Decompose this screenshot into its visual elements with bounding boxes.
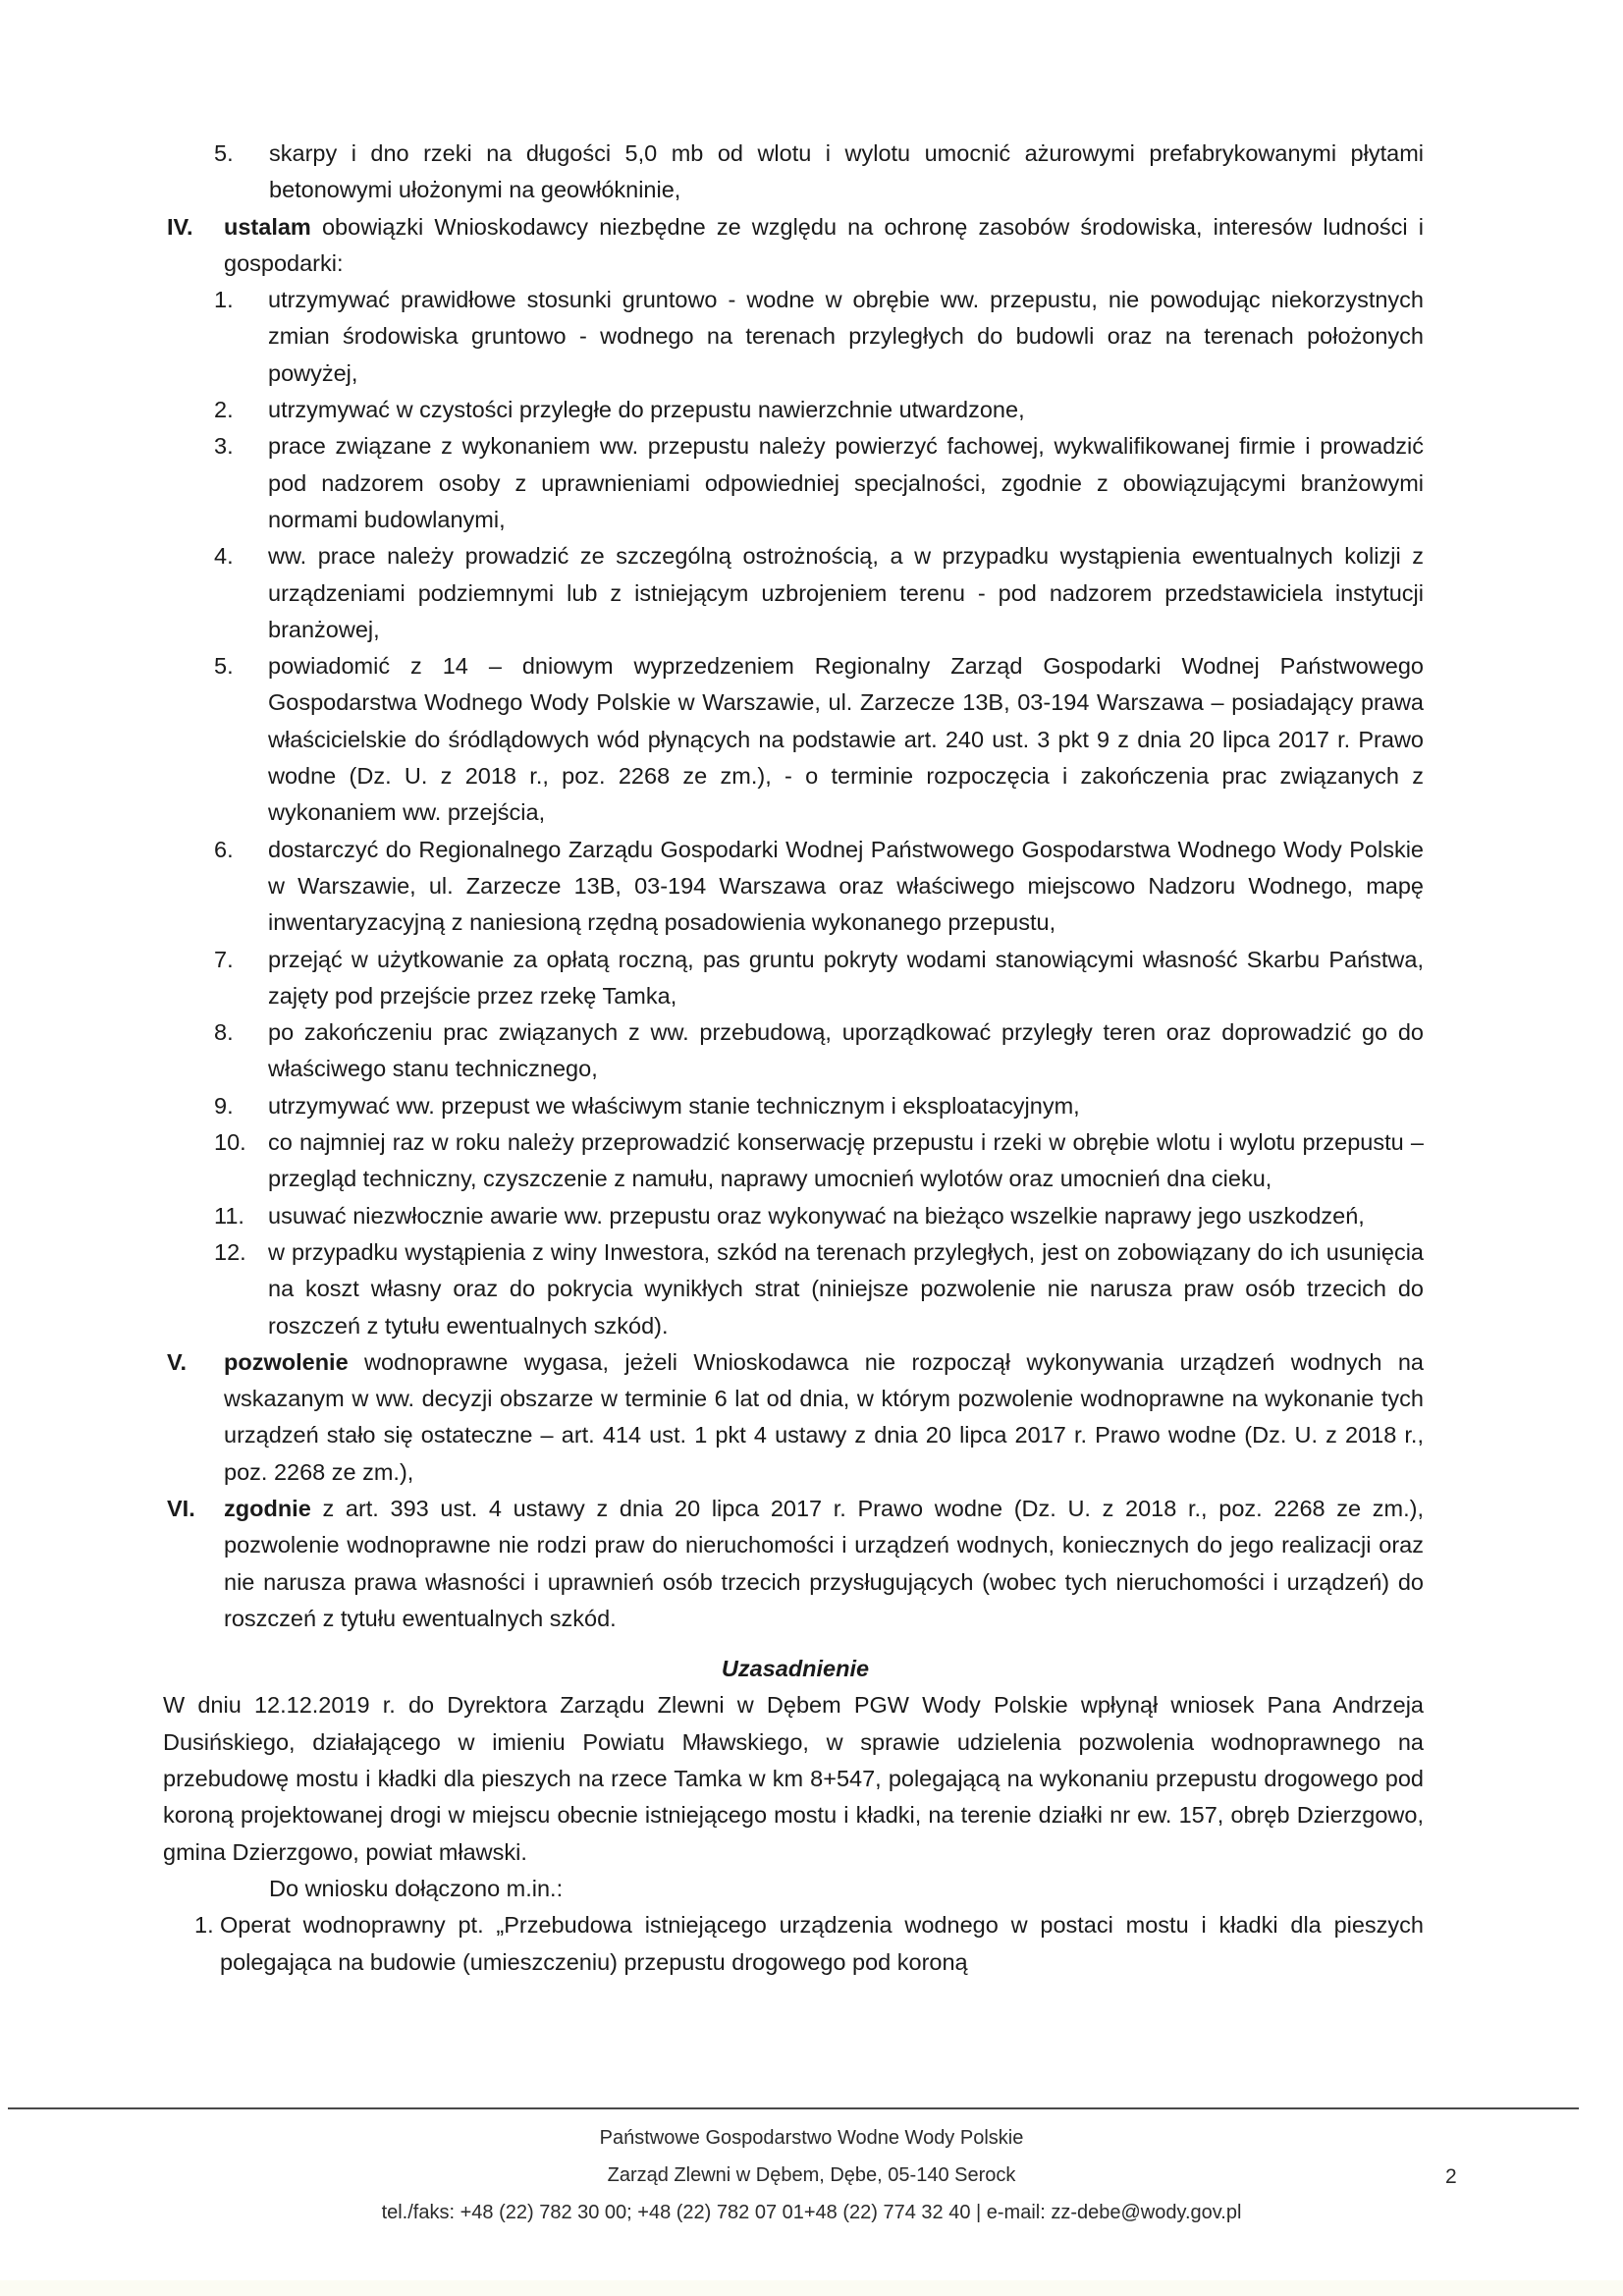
- list-item: [167, 942, 1424, 1015]
- list-item: [167, 392, 1424, 428]
- section-lead: pozwolenie: [224, 1348, 349, 1375]
- item-text: co najmniej raz w roku należy przeprowadzić konserwację przepustu i rzeki w obrębie wlotu i wylotu przepustu – przegląd techniczny, czyszczenie z namułu, naprawy umocnień wylotów oraz umocnień dna cieku,: [268, 1129, 1424, 1192]
- section-text: [224, 1344, 1424, 1491]
- item-number: 1.: [214, 287, 234, 313]
- item-number: 6.: [214, 836, 234, 862]
- justification-heading: Uzasadnienie: [721, 1656, 870, 1682]
- list-item: [167, 136, 1424, 209]
- section-text: [224, 209, 1424, 283]
- item-number: 4.: [214, 543, 234, 570]
- list-item: [167, 1088, 1424, 1124]
- list-item: [167, 282, 1424, 392]
- justification-paragraph: W dniu 12.12.2019 r. do Dyrektora Zarządu Zlewni w Dębem PGW Wody Polskie wpłynął wniosek Pana Andrzeja Dusińskiego, działającego w imieniu Powiatu Mławskiego, w sprawie udzielenia pozwolenia wodnoprawnego na przebudowę mostu i kładki dla pieszych na rzece Tamka w km 8+547, polegającą na wykonaniu przepustu drogowego pod koroną projektowanej drogi w miejscu obecnie istniejącego mostu i kładki, na terenie działki nr ew. 157, obręb Dzierzgowo, gmina Dzierzgowo, powiat mławski.: [163, 1692, 1424, 1865]
- item-number: 3.: [214, 433, 234, 460]
- list-item: [167, 538, 1424, 648]
- item-number: 12.: [214, 1238, 246, 1265]
- item-number: 5.: [214, 653, 234, 680]
- item-text: po zakończeniu prac związanych z ww. przebudową, uporządkować przyległy teren oraz doprowadzić go do właściwego stanu technicznego,: [268, 1019, 1424, 1082]
- item-text: prace związane z wykonaniem ww. przepustu należy powierzyć fachowej, wykwalifikowanej firmie i prowadzić pod nadzorem osoby z uprawnieniami odpowiedniej specjalności, zgodnie z obowiązującymi branżowymi normami budowlanymi,: [268, 433, 1424, 532]
- item-text: utrzymywać ww. przepust we właściwym stanie technicznym i eksploatacyjnym,: [268, 1092, 1080, 1119]
- list-item: [167, 1198, 1424, 1234]
- footer-contact: tel./faks: +48 (22) 782 30 00; +48 (22) 782 07 01+48 (22) 774 32 40 | e-mail: zz-debe@wody.gov.pl: [381, 2202, 1242, 2223]
- item-number: 9.: [214, 1092, 234, 1119]
- footer-address: Zarząd Zlewni w Dębem, Dębe, 05-140 Serock: [607, 2164, 1016, 2186]
- item-text: przejąć w użytkowanie za opłatą roczną, pas gruntu pokryty wodami stanowiącymi własność Skarbu Państwa, zajęty pod przejście przez rzekę Tamka,: [268, 946, 1424, 1009]
- item-text: skarpy i dno rzeki na długości 5,0 mb od wlotu i wylotu umocnić ażurowymi prefabrykowanymi płytami betonowymi ułożonymi na geowłókninie,: [269, 140, 1424, 203]
- section-body: wodnoprawne wygasa, jeżeli Wnioskodawca nie rozpoczął wykonywania urządzeń wodnych na wskazanym w ww. decyzji obszarze w terminie 6 lat od dnia, w którym pozwolenie wodnoprawne na wykonanie tych urządzeń stało się ostateczne – art. 414 ust. 1 pkt 4 ustawy z dnia 20 lipca 2017 r. Prawo wodne (Dz. U. z 2018 r., poz. 2268 ze zm.),: [224, 1348, 1424, 1485]
- section-number: VI.: [167, 1495, 195, 1521]
- item-text: utrzymywać prawidłowe stosunki gruntowo - wodne w obrębie ww. przepustu, nie powodując niekorzystnych zmian środowiska gruntowo - wodnego na terenach przyległych do budowli oraz na terenach położonych powyżej,: [268, 287, 1424, 386]
- item-text: usuwać niezwłocznie awarie ww. przepustu oraz wykonywać na bieżąco wszelkie naprawy jego uszkodzeń,: [268, 1202, 1365, 1229]
- item-text: Operat wodnoprawny pt. „Przebudowa istniejącego urządzenia wodnego w postaci mostu i kładki dla pieszych polegająca na budowie (umieszczeniu) przepustu drogowego pod koroną: [220, 1912, 1424, 1975]
- item-number: 1.: [194, 1912, 214, 1939]
- attachments-intro: Do wniosku dołączono m.in.:: [269, 1875, 564, 1901]
- item-number: 8.: [214, 1019, 234, 1046]
- section-text: [224, 1491, 1424, 1637]
- list-item: [167, 832, 1424, 942]
- document-body: [163, 136, 1424, 1981]
- item-text: ww. prace należy prowadzić ze szczególną ostrożnością, a w przypadku wystąpienia ewentualnych kolizji z urządzeniami podziemnymi lub z istniejącym uzbrojeniem terenu - pod nadzorem przedstawiciela instytucji branżowej,: [268, 543, 1424, 642]
- item-number: 2.: [214, 397, 234, 423]
- list-item: [167, 648, 1424, 831]
- section-body: z art. 393 ust. 4 ustawy z dnia 20 lipca 2017 r. Prawo wodne (Dz. U. z 2018 r., poz. 2268 ze zm.), pozwolenie wodnoprawne nie rodzi praw do nieruchomości i urządzeń wodnych, koniecznych do jego realizacji oraz nie narusza prawa własności i uprawnień osób trzecich przysługujących (wobec tych nieruchomości i urządzeń) do roszczeń z tytułu ewentualnych szkód.: [224, 1495, 1424, 1631]
- item-text: dostarczyć do Regionalnego Zarządu Gospodarki Wodnej Państwowego Gospodarstwa Wodnego Wody Polskie w Warszawie, ul. Zarzecze 13B, 03-194 Warszawa oraz właściwego miejscowo Nadzoru Wodnego, mapę inwentaryzacyjną z naniesioną rzędną posadowienia wykonanego przepustu,: [268, 836, 1424, 936]
- section-iv-items: [167, 282, 1424, 1344]
- section-number: V.: [167, 1348, 188, 1375]
- section-lead: zgodnie: [224, 1495, 311, 1521]
- page-number: 2: [1445, 2165, 1457, 2188]
- item-number: 11.: [214, 1202, 244, 1229]
- section-number: IV.: [167, 213, 193, 240]
- footer-organization: Państwowe Gospodarstwo Wodne Wody Polskie: [599, 2127, 1024, 2149]
- list-item: [167, 428, 1424, 538]
- scan-edge: [0, 2280, 1623, 2296]
- section-iv: [167, 209, 1424, 283]
- list-item: [167, 1014, 1424, 1088]
- section-lead: ustalam: [224, 213, 311, 240]
- item-number: 5.: [214, 140, 234, 166]
- item-text: w przypadku wystąpienia z winy Inwestora, szkód na terenach przyległych, jest on zobowiązany do ich usunięcia na koszt własny oraz do pokrycia wynikłych strat (niniejsze pozwolenie nie narusza praw osób trzecich do roszczeń z tytułu ewentualnych szkód).: [268, 1238, 1424, 1339]
- section-vi: [167, 1491, 1424, 1637]
- list-item: [167, 1124, 1424, 1198]
- item-text: powiadomić z 14 – dniowym wyprzedzeniem Regionalny Zarząd Gospodarki Wodnej Państwowego Gospodarstwa Wodnego Wody Polskie w Warszawie, ul. Zarzecze 13B, 03-194 Warszawa – posiadający prawa właścicielskie do śródlądowych wód płynących na podstawie art. 240 ust. 3 pkt 9 z dnia 20 lipca 2017 r. Prawo wodne (Dz. U. z 2018 r., poz. 2268 ze zm.), - o terminie rozpoczęcia i zakończenia prac związanych z wykonaniem ww. przejścia,: [268, 653, 1424, 826]
- attachment-item: [167, 1907, 1424, 1981]
- list-item: [167, 1234, 1424, 1344]
- item-number: 10.: [214, 1129, 246, 1156]
- section-v: [167, 1344, 1424, 1491]
- item-text: utrzymywać w czystości przyległe do przepustu nawierzchnie utwardzone,: [268, 397, 1025, 423]
- item-number: 7.: [214, 946, 234, 972]
- footer-divider: [8, 2107, 1579, 2109]
- section-body: obowiązki Wnioskodawcy niezbędne ze względu na ochronę zasobów środowiska, interesów ludności i gospodarki:: [224, 213, 1424, 276]
- footer: [0, 2119, 1623, 2231]
